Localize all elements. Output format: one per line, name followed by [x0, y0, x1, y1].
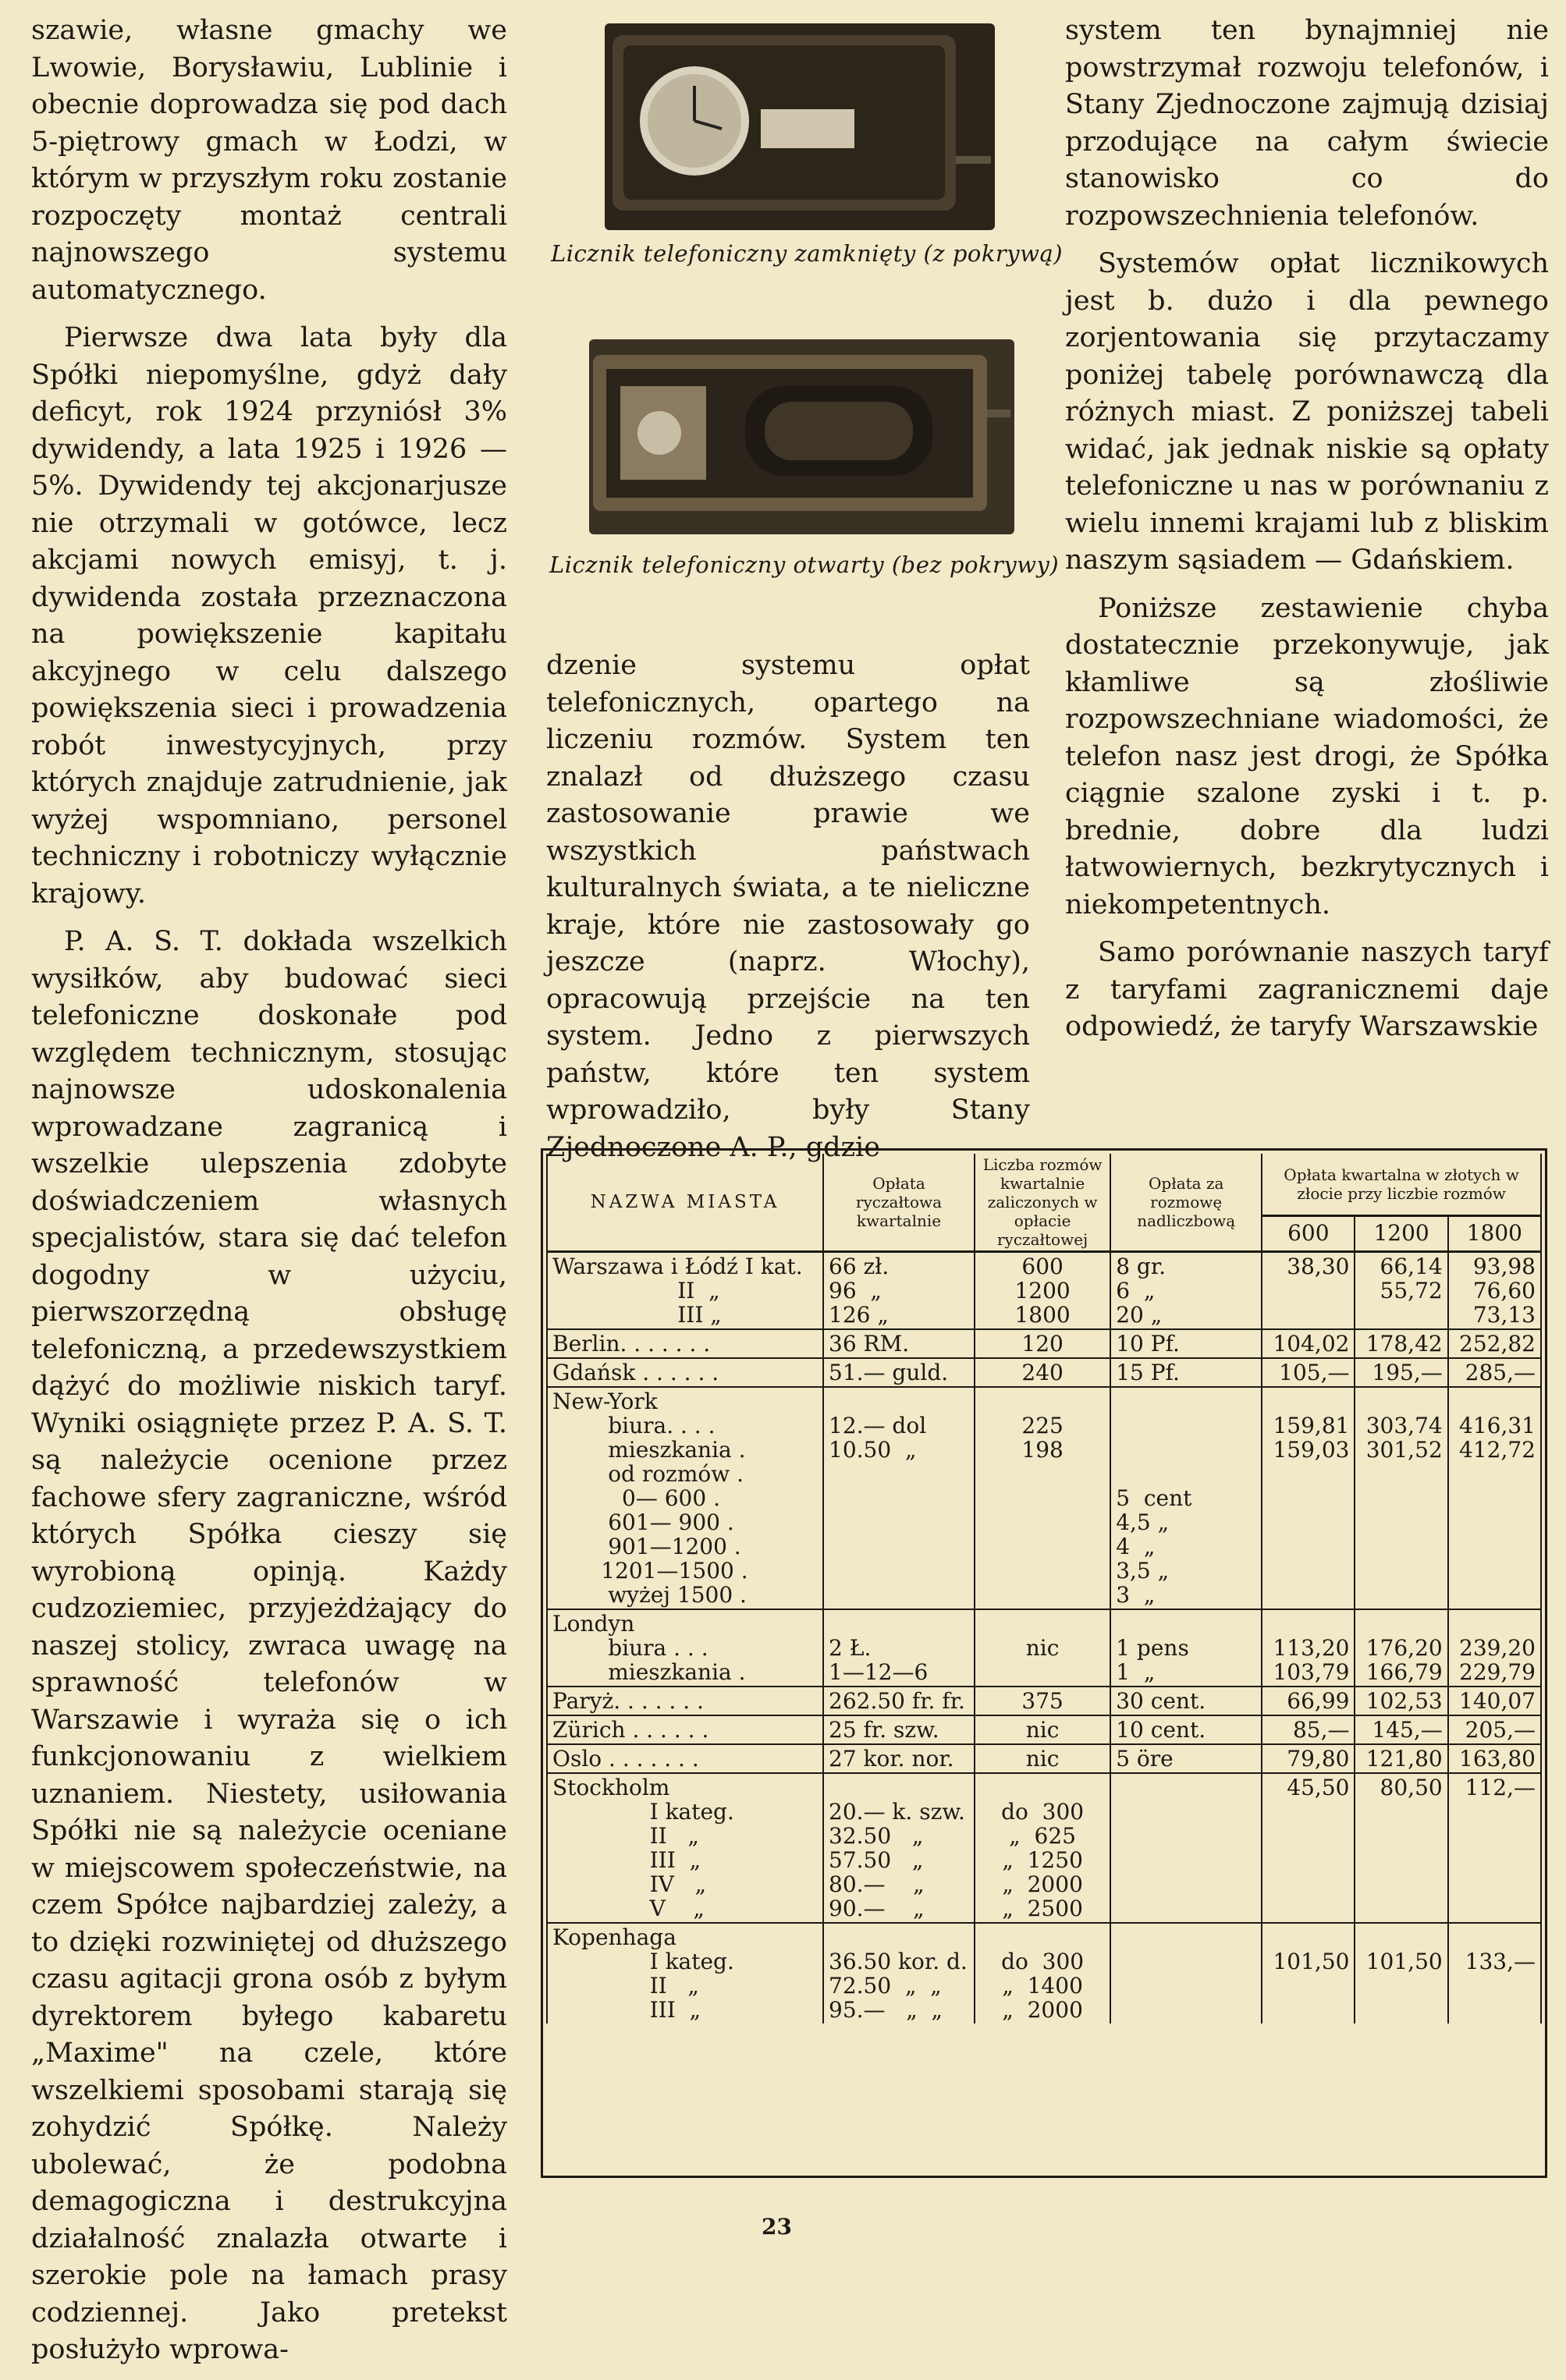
- cell-flat: 51.— guld.: [823, 1358, 975, 1387]
- photo-caption: Licznik telefoniczny otwarty (bez pokrywy): [549, 552, 1060, 578]
- cell-city: Londyn biura . . . mieszkania .: [547, 1609, 823, 1687]
- header-600: 600: [1262, 1215, 1355, 1251]
- paragraph: Poniższe zestawienie chyba dostatecznie przekonywuje, jak kłamliwe są złośliwie rozpowszechniane wiadomości, że telefon nasz jest drogi, że Spółka ciągnie szalone zyski i t. p. brednie, dobre dla ludzi łatwowiernych, bezkrytycznych i niekompetentnych.: [1065, 592, 1549, 920]
- open-meter-photo: [589, 339, 1014, 534]
- paragraph: szawie, własne gmachy we Lwowie, Borysławiu, Lublinie i obecnie doprowadza się pod dach 5-piętrowy gmach w Łodzi, w którym w przyszłym roku zostanie rozpoczęty montaż centrali najnowszego systemu automatycznego.: [31, 15, 507, 306]
- cell-city: Stockholm I kateg. II „ III „ IV „ V „: [547, 1773, 823, 1923]
- cell-v1200: 101,50: [1355, 1923, 1447, 2024]
- header-flat-fee: Opłata ryczałtowa kwartalnie: [823, 1154, 975, 1252]
- cell-flat: 36.50 kor. d. 72.50 „ „ 95.— „ „: [823, 1923, 975, 2024]
- cell-flat: 36 RM.: [823, 1329, 975, 1358]
- cell-v600: 159,81 159,03: [1262, 1387, 1355, 1609]
- cell-extra: [1110, 1923, 1262, 2024]
- cell-v600: 105,—: [1262, 1358, 1355, 1387]
- cell-extra: 30 cent.: [1110, 1687, 1262, 1715]
- paragraph: P. A. S. T. dokłada wszelkich wysiłków, aby budować sieci telefoniczne doskonałe pod względem technicznym, stosując najnowsze udoskonalenia wprowadzane zagranicą i wszelkie ulepszenia zdobyte doświadczeniem własnych specjalistów, stara się dać telefon dogodny w użyciu, pierwszorzędną obsługę telefoniczną, a przedewszystkiem dążyć do możliwie niskich taryf. Wyniki osiągnięte przez P. A. S. T. są należycie ocenione przez fachowe sfery zagraniczne, wśród których Spółka cieszy się wyrobioną opinją. Każdy cudzoziemiec, przyjeżdżający do naszej stolicy, zwraca uwagę na sprawność telefonów w Warszawie i wyraża się o ich funkcjonowaniu z wielkiem uznaniem. Niestety, usiłowania Spółki nie są należycie oceniane w miejscowem społeczeństwie, na czem Spółce najbardziej zależy, a to dzięki rozwiniętej od dłuższego czasu agitacji grona osób z byłym dyrektorem byłego kabaretu „Maxime" na czele, które wszelkiemi sposobami starają się zohydzić Spółkę. Należy ubolewać, że podobna demagogiczna i destrukcyjna działalność znalazła otwarte i szerokie pole na łamach prasy codziennej. Jako pretekst posłużyło wprowa-: [31, 926, 507, 2365]
- left-text-column: [31, 12, 507, 2380]
- paragraph: dzenie systemu opłat telefonicznych, opartego na liczeniu rozmów. System ten znalazł od dłuższego czasu zastosowanie prawie we wszystkich państwach kulturalnych świata, a te nieliczne kraje, które nie zastosowały go jeszcze (naprz. Włochy), opracowują przejście na ten system. Jedno z pierwszych państw, które ten system wprowadziło, były Stany Zjednoczone A. P., gdzie: [546, 650, 1030, 1163]
- table-body: [547, 1252, 1541, 2024]
- tariff-comparison-table: [541, 1148, 1547, 2178]
- cell-v1200: 80,50: [1355, 1773, 1447, 1923]
- page-number: 23: [762, 2214, 792, 2240]
- cell-v600: 79,80: [1262, 1744, 1355, 1773]
- cell-v600: 38,30: [1262, 1252, 1355, 1330]
- header-city: NAZWA MIASTA: [547, 1154, 823, 1252]
- table-row: [547, 1609, 1541, 1687]
- cell-v1200: 195,—: [1355, 1358, 1447, 1387]
- cell-city: Kopenhaga I kateg. II „ III „: [547, 1923, 823, 2024]
- cell-calls: 375: [975, 1687, 1110, 1715]
- cell-v1200: 178,42: [1355, 1329, 1447, 1358]
- cell-v1800: 133,—: [1448, 1923, 1541, 2024]
- cell-flat: 20.— k. szw. 32.50 „ 57.50 „ 80.— „ 90.— „: [823, 1773, 975, 1923]
- cell-calls: 225 198: [975, 1387, 1110, 1609]
- cell-extra: 10 Pf.: [1110, 1329, 1262, 1358]
- cell-flat: 25 fr. szw.: [823, 1715, 975, 1744]
- closed-meter-photo: [605, 23, 995, 230]
- paragraph: Systemów opłat licznikowych jest b. dużo i dla pewnego zorjentowania się przytaczamy poniżej tabelę porównawczą dla różnych miast. Z poniższej tabeli widać, jak jednak niskie są opłaty telefoniczne u nas w porównaniu z wielu innemi krajami lub z bliskim naszym sąsiadem — Gdańskiem.: [1065, 248, 1549, 576]
- cell-v600: 104,02: [1262, 1329, 1355, 1358]
- table-row: [547, 1687, 1541, 1715]
- cell-flat: 262.50 fr. fr.: [823, 1687, 975, 1715]
- table-row: [547, 1329, 1541, 1358]
- cell-v1200: 66,14 55,72: [1355, 1252, 1447, 1330]
- middle-text-column: [546, 647, 1030, 1177]
- cell-extra: 8 gr. 6 „ 20 „: [1110, 1252, 1262, 1330]
- cell-city: Zürich . . . . . .: [547, 1715, 823, 1744]
- cell-city: New-York biura. . . . mieszkania . od rozmów . 0— 600 . 601— 900 . 901—1200 . 1201—1500 . wyżej 1500 .: [547, 1387, 823, 1609]
- cell-calls: nic: [975, 1715, 1110, 1744]
- cell-calls: do 300 „ 625 „ 1250 „ 2000 „ 2500: [975, 1773, 1110, 1923]
- table-row: [547, 1744, 1541, 1773]
- cell-v600: 113,20 103,79: [1262, 1609, 1355, 1687]
- table-row: [547, 1358, 1541, 1387]
- paragraph: system ten bynajmniej nie powstrzymał rozwoju telefonów, i Stany Zjednoczone zajmują dzisiaj przodujące na całym świecie stanowisko co do rozpowszechnienia telefonów.: [1065, 15, 1549, 232]
- table-row: [547, 1252, 1541, 1330]
- cell-flat: 12.— dol 10.50 „: [823, 1387, 975, 1609]
- cell-v600: 85,—: [1262, 1715, 1355, 1744]
- cell-v1800: 112,—: [1448, 1773, 1541, 1923]
- cell-city: Oslo . . . . . . .: [547, 1744, 823, 1773]
- paragraph: Pierwsze dwa lata były dla Spółki niepomyślne, gdyż dały deficyt, rok 1924 przyniósł 3% dywidendy, a lata 1925 i 1926 —5%. Dywidendy tej akcjonarjusze nie otrzymali w gotówce, lecz akcjami nowych emisyj, t. j. dywidenda została przeznaczona na powiększenie kapitału akcyjnego w celu dalszego powiększenia sieci i prowadzenia robót inwestycyjnych, przy których znajduje zatrudnienie, jak wyżej wspomniano, personel techniczny i robotniczy wyłącznie krajowy.: [31, 322, 507, 910]
- cell-calls: nic: [975, 1609, 1110, 1687]
- header-extra-call-fee: Opłata za rozmowę nadliczbową: [1110, 1154, 1262, 1252]
- cell-v1200: 102,53: [1355, 1687, 1447, 1715]
- cell-calls: 120: [975, 1329, 1110, 1358]
- header-1200: 1200: [1355, 1215, 1447, 1251]
- cell-v1200: 145,—: [1355, 1715, 1447, 1744]
- cell-extra: 5 cent 4,5 „ 4 „ 3,5 „ 3 „: [1110, 1387, 1262, 1609]
- cell-v600: 101,50: [1262, 1923, 1355, 2024]
- cell-calls: 240: [975, 1358, 1110, 1387]
- header-quarterly-fee: Opłata kwartalna w złotych w złocie przy liczbie rozmów: [1262, 1154, 1541, 1215]
- cell-v600: 45,50: [1262, 1773, 1355, 1923]
- table-row: [547, 1773, 1541, 1923]
- cell-flat: 66 zł. 96 „ 126 „: [823, 1252, 975, 1330]
- cell-extra: 15 Pf.: [1110, 1358, 1262, 1387]
- header-1800: 1800: [1448, 1215, 1541, 1251]
- cell-city: Gdańsk . . . . . .: [547, 1358, 823, 1387]
- cell-extra: 5 öre: [1110, 1744, 1262, 1773]
- cell-calls: 600 1200 1800: [975, 1252, 1110, 1330]
- cell-v1800: 285,—: [1448, 1358, 1541, 1387]
- table-row: [547, 1387, 1541, 1609]
- photo-caption: Licznik telefoniczny zamknięty (z pokrywą): [551, 240, 1064, 267]
- cell-v1800: 163,80: [1448, 1744, 1541, 1773]
- cell-v1800: 140,07: [1448, 1687, 1541, 1715]
- cell-city: Berlin. . . . . . .: [547, 1329, 823, 1358]
- cell-extra: 1 pens 1 „: [1110, 1609, 1262, 1687]
- cell-v1800: 93,98 76,60 73,13: [1448, 1252, 1541, 1330]
- table-row: [547, 1715, 1541, 1744]
- cell-calls: nic: [975, 1744, 1110, 1773]
- cell-extra: [1110, 1773, 1262, 1923]
- cell-v1200: 176,20 166,79: [1355, 1609, 1447, 1687]
- cell-v1200: 121,80: [1355, 1744, 1447, 1773]
- table-row: [547, 1923, 1541, 2024]
- cell-v1200: 303,74 301,52: [1355, 1387, 1447, 1609]
- cell-city: Warszawa i Łódź I kat. II „ III „: [547, 1252, 823, 1330]
- cell-v1800: 239,20 229,79: [1448, 1609, 1541, 1687]
- cell-flat: 27 kor. nor.: [823, 1744, 975, 1773]
- paragraph: Samo porównanie naszych taryf z taryfami zagranicznemi daje odpowiedź, że taryfy Warszawskie: [1065, 937, 1549, 1042]
- cell-v1800: 205,—: [1448, 1715, 1541, 1744]
- cell-v1800: 416,31 412,72: [1448, 1387, 1541, 1609]
- cell-v600: 66,99: [1262, 1687, 1355, 1715]
- cell-calls: do 300 „ 1400 „ 2000: [975, 1923, 1110, 2024]
- right-text-column: [1065, 12, 1549, 1057]
- cell-city: Paryż. . . . . . .: [547, 1687, 823, 1715]
- cell-extra: 10 cent.: [1110, 1715, 1262, 1744]
- cell-v1800: 252,82: [1448, 1329, 1541, 1358]
- cell-flat: 2 Ł. 1—12—6: [823, 1609, 975, 1687]
- header-included-calls: Liczba rozmów kwartalnie zaliczonych w opłacie ryczałtowej: [975, 1154, 1110, 1252]
